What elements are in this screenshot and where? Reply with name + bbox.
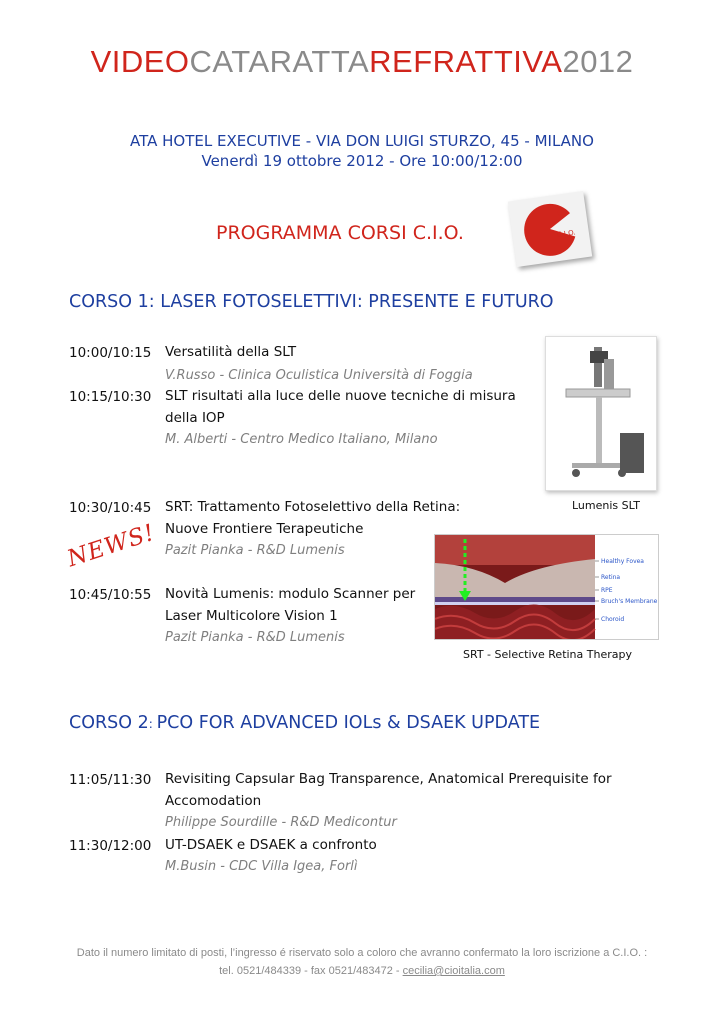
event-date: Venerdì 19 ottobre 2012 - Ore 10:00/12:00	[201, 152, 523, 170]
title-video: VIDEO	[90, 44, 190, 79]
title-refrattiva: REFRATTIVA	[369, 44, 563, 79]
title-year: 2012	[562, 44, 634, 79]
program-title: PROGRAMMA CORSI C.I.O.	[216, 222, 464, 244]
srt-diagram	[434, 534, 659, 640]
diagram-label-rpe: RPE	[601, 587, 613, 594]
diagram-label-retina: Retina	[601, 574, 621, 581]
footer-notice: Dato il numero limitato di posti, l’ingresso é riservato solo a coloro che avranno confermato la loro iscrizione a C.I.O. :	[76, 947, 648, 959]
course2-time-2: 11:30/12:00	[69, 838, 152, 854]
course1-talk-3a: SRT: Trattamento Fotoselettivo della Retina:	[165, 499, 461, 515]
footer-email-link[interactable]: cecilia@cioitalia.com	[402, 965, 505, 977]
slit-lamp-icon	[546, 337, 656, 490]
course1-speaker-3: Pazit Pianka - R&D Lumenis	[165, 543, 345, 558]
event-title	[0, 44, 724, 80]
course2-speaker-1: Philippe Sourdille - R&D Medicontur	[165, 815, 397, 830]
course1-time-3: 10:30/10:45	[69, 500, 152, 516]
course2-title-c: PCO FOR ADVANCED IOLs & DSAEK UPDATE	[156, 713, 541, 733]
retina-layers-icon	[435, 535, 658, 639]
course1-talk-1: Versatilità della SLT	[165, 344, 297, 360]
course1-time-2: 10:15/10:30	[69, 389, 152, 405]
cio-logo	[508, 191, 592, 267]
course1-talk-4b: Laser Multicolore Vision 1	[165, 608, 338, 624]
lumenis-slt-photo	[545, 336, 657, 491]
diagram-label-bruchs-membrane: Bruch's Membrane	[601, 598, 658, 605]
course1-time-4: 10:45/10:55	[69, 587, 152, 603]
course1-title: CORSO 1: LASER FOTOSELETTIVI: PRESENTE E FUTURO	[69, 292, 554, 312]
course2-time-1: 11:05/11:30	[69, 772, 152, 788]
course1-speaker-4: Pazit Pianka - R&D Lumenis	[165, 630, 345, 645]
course1-talk-2b: della IOP	[165, 410, 225, 426]
course2-talk-2: UT-DSAEK e DSAEK a confronto	[165, 837, 377, 853]
news-label: NEWS!	[64, 519, 159, 573]
course2-talk-1b: Accomodation	[165, 793, 262, 809]
course2-title-a: CORSO 2	[69, 713, 149, 733]
course1-speaker-1: V.Russo - Clinica Oculistica Università di Foggia	[165, 368, 473, 383]
diagram-caption: SRT - Selective Retina Therapy	[463, 648, 632, 661]
course1-talk-2a: SLT risultati alla luce delle nuove tecniche di misura	[165, 388, 516, 404]
cio-logo-icon	[508, 191, 592, 267]
course2-speaker-2: M.Busin - CDC Villa Igea, Forlì	[165, 859, 358, 874]
diagram-label-choroid: Choroid	[601, 616, 625, 623]
course2-talk-1a: Revisiting Capsular Bag Transparence, Anatomical Prerequisite for	[165, 771, 612, 787]
course1-time-1: 10:00/10:15	[69, 345, 152, 361]
course1-talk-3b: Nuove Frontiere Terapeutiche	[165, 521, 364, 537]
course1-talk-4a: Novità Lumenis: modulo Scanner per	[165, 586, 416, 602]
course1-speaker-2: M. Alberti - Centro Medico Italiano, Milano	[165, 432, 438, 447]
cio-logo-text: C.I.O.	[556, 228, 577, 240]
course2-title	[69, 713, 540, 733]
title-cataratta: CATARATTA	[189, 44, 370, 79]
photo-caption: Lumenis SLT	[572, 499, 640, 512]
footer-contacts	[0, 962, 724, 980]
course2-title-sep: :	[148, 717, 157, 731]
footer-phone-fax: tel. 0521/484339 - fax 0521/483472 -	[219, 965, 403, 977]
diagram-label-healthy-fovea: Healthy Fovea	[601, 558, 644, 565]
venue-address: ATA HOTEL EXECUTIVE - VIA DON LUIGI STURZO, 45 - MILANO	[130, 132, 594, 150]
